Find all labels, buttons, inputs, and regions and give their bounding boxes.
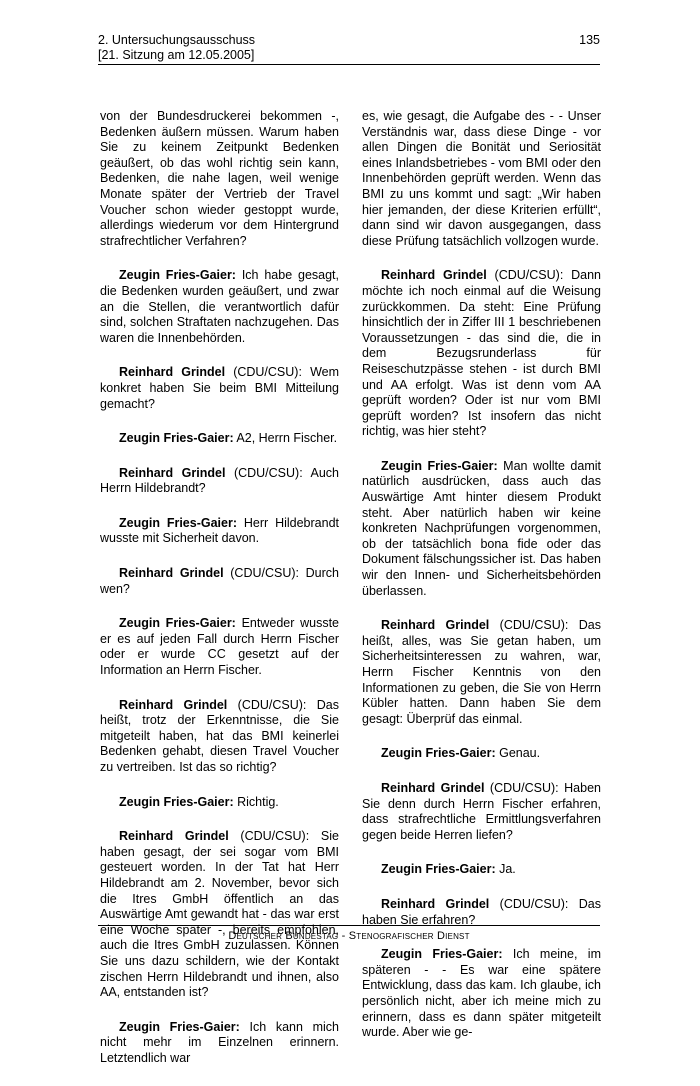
- transcript-paragraph: [100, 795, 339, 811]
- transcript-paragraph: [100, 616, 339, 678]
- paragraph-text: Das heißt, alles, was Sie getan haben, um Sicherheitsinteressen zu wahren, war, Herrn Fischer Kenntnis von den Informationen zu geben, die Sie von Herrn Kübler hatten. Dann haben Sie dem gesagt: Überprüf das einmal.: [362, 618, 601, 726]
- transcript-paragraph: [362, 109, 601, 249]
- transcript-paragraph: [100, 516, 339, 547]
- paragraph-text: Haben Sie denn durch Herrn Fischer erfahren, dass strafrechtliche Ermittlungsverfahren gegen beide Herren liefen?: [362, 780, 601, 842]
- speaker-name: Zeugin Fries-Gaier:: [119, 1019, 240, 1034]
- speaker-party: (CDU/CSU):: [489, 780, 559, 795]
- paragraph-text: Ja.: [499, 862, 516, 877]
- paragraph-text: es, wie gesagt, die Aufgabe des - - Unser Verständnis war, dass diese Dinge - vor allen Dingen die Bonität und Seriosität eines Inlandsbetriebes - vom BMI oder den Innenbehörden geprüft werden. Wenn das BMI zu uns kommt und sagt: „Wir haben hier jemanden, der diese Kriterien erfüllt“, dann sind wir davon ausgegangen, dass diese Prüfung tatsächlich vollzogen wurde.: [362, 109, 601, 248]
- speaker-name: Reinhard Grindel: [119, 829, 229, 844]
- speaker-name: Reinhard Grindel: [119, 365, 226, 380]
- session-info: [21. Sitzung am 12.05.2005]: [98, 48, 255, 62]
- transcript-paragraph: [362, 746, 601, 762]
- paragraph-text: Ich kann mich nicht mehr im Einzelnen erinnern. Letztendlich war: [100, 1019, 339, 1065]
- speaker-name: Zeugin Fries-Gaier:: [119, 794, 234, 809]
- right-column: [362, 109, 601, 1060]
- paragraph-text: Auch Herrn Hildebrandt?: [100, 465, 339, 496]
- header-title: [98, 33, 255, 63]
- speaker-party: (CDU/CSU):: [240, 829, 310, 844]
- transcript-paragraph: [362, 897, 601, 928]
- transcript-paragraph: [362, 268, 601, 440]
- paragraph-text: Entweder wusste er es auf jeden Fall durch Herrn Fischer oder er wurde CC gesetzt auf der Information an Herrn Fischer.: [100, 616, 340, 678]
- transcript-paragraph: [100, 566, 339, 597]
- speaker-name: Zeugin Fries-Gaier:: [381, 947, 503, 962]
- paragraph-text: Ich habe gesagt, die Bedenken wurden geäußert, und zwar an die Stellen, die verantwortlich dafür sind, solchen Straftaten nachzugehen. Das waren die Innenbehörden.: [100, 268, 339, 345]
- speaker-name: Reinhard Grindel: [381, 780, 485, 795]
- speaker-name: Zeugin Fries-Gaier:: [119, 431, 234, 446]
- speaker-name: Reinhard Grindel: [119, 566, 224, 581]
- speaker-name: Zeugin Fries-Gaier:: [381, 746, 496, 761]
- page-header: [98, 32, 600, 65]
- page-number: 135: [579, 33, 600, 47]
- transcript-paragraph: [362, 947, 601, 1041]
- paragraph-text: Richtig.: [237, 794, 279, 809]
- committee-name: 2. Untersuchungsausschuss: [98, 33, 256, 47]
- speaker-name: Reinhard Grindel: [119, 697, 228, 712]
- speaker-name: Reinhard Grindel: [381, 618, 490, 633]
- transcript-paragraph: [100, 466, 339, 497]
- transcript-paragraph: [100, 431, 339, 447]
- speaker-party: (CDU/CSU):: [230, 566, 299, 581]
- transcript-paragraph: [362, 459, 601, 599]
- speaker-name: Reinhard Grindel: [381, 268, 487, 283]
- paragraph-text: Herr Hildebrandt wusste mit Sicherheit davon.: [100, 515, 339, 546]
- paragraph-text: Sie haben gesagt, der sei sogar vom BMI gesteuert worden. In der Tat hat Herr Hildebrandt am 2. November, bevor sich die Itres GmbH öffentlich an das Auswärtige Amt gewandt hat - das war erst eine Woche später -, bereits empfohlen, auch die Itres GmbH zuzulassen. Können Sie uns dazu schildern, wie der Kontakt zischen Herrn Hildebrandt und ihnen, also AA, entstanden ist?: [100, 829, 339, 1000]
- footer-text: Deutscher Bundestag - Stenografischer Dienst: [228, 930, 470, 942]
- transcript-paragraph: [362, 618, 601, 727]
- speaker-party: (CDU/CSU):: [233, 465, 303, 480]
- paragraph-text: Das haben Sie erfahren?: [362, 896, 601, 927]
- speaker-party: (CDU/CSU):: [494, 268, 564, 283]
- speaker-name: Zeugin Fries-Gaier:: [381, 862, 496, 877]
- paragraph-text: Genau.: [499, 746, 541, 761]
- paragraph-text: Durch wen?: [100, 566, 339, 596]
- speaker-name: Reinhard Grindel: [119, 465, 226, 480]
- paragraph-text: Man wollte damit natürlich ausdrücken, dass auch das Auswärtige Amt hinter diesem Produkt steht. Aber natürlich haben wir keine konkreten Nachprüfungen vorgenommen, ob der tatsächlich bona fide oder das Dokument fälschungssicher ist. Das haben wir den Innen- und Sicherheitsbehörden überlassen.: [362, 458, 601, 598]
- paragraph-text: Ich meine, im späteren - - Es war eine spätere Entwicklung, dass das kam. Ich glaube, ich persönlich nicht, aber ich meine mich zu erinnern, dass es dann später mitgeteilt wurde. Aber wie ge-: [362, 947, 601, 1040]
- page-footer: [98, 925, 600, 942]
- transcript-paragraph: [100, 109, 339, 249]
- speaker-name: Zeugin Fries-Gaier:: [381, 458, 498, 473]
- speaker-party: (CDU/CSU):: [499, 618, 569, 633]
- speaker-party: (CDU/CSU):: [499, 896, 569, 911]
- transcript-paragraph: [100, 268, 339, 346]
- speaker-name: Zeugin Fries-Gaier:: [119, 515, 238, 530]
- paragraph-text: A2, Herrn Fischer.: [236, 431, 338, 446]
- transcript-paragraph: [100, 1020, 339, 1067]
- paragraph-text: Dann möchte ich noch einmal auf die Weisung zurückkommen. Da steht: Eine Prüfung hinsichtlich der in Ziffer III 1 beschriebenen Voraussetzungen - das sind die, die in dem Bezugsrunderlass für Reiseschutzpässe stehen - ist durch BMI und AA erfolgt. Was ist denn vom AA geprüft worden? Oder ist nur vom BMI geprüft worden? Ist insofern das nicht richtig, was hier steht?: [362, 268, 601, 439]
- transcript-paragraph: [100, 829, 339, 1001]
- speaker-name: Zeugin Fries-Gaier:: [119, 268, 236, 283]
- transcript-paragraph: [100, 365, 339, 412]
- transcript-paragraph: [362, 781, 601, 843]
- paragraph-text: Wem konkret haben Sie beim BMI Mitteilung gemacht?: [100, 365, 339, 411]
- speaker-party: (CDU/CSU):: [233, 365, 302, 380]
- speaker-party: (CDU/CSU):: [237, 697, 307, 712]
- transcript-paragraph: [362, 862, 601, 878]
- speaker-name: Reinhard Grindel: [381, 896, 490, 911]
- transcript-paragraph: [100, 698, 339, 776]
- paragraph-text: von der Bundesdruckerei bekommen -, Bedenken äußern müssen. Warum haben Sie zu keinem Zeitpunkt Bedenken geäußert, ob das wohl richtig sein kann, Bedenken, die nahe lagen, weil wenige Monate später der Vertrieb der Travel Voucher schon wieder gestoppt wurde, allerdings wiederum vor dem Hintergrund strafrechtlicher Verfahren?: [100, 109, 339, 248]
- paragraph-text: Das heißt, trotz der Erkenntnisse, die Sie mitgeteilt haben, hat das BMI keinerlei Bedenken gehabt, diesen Travel Voucher zu vertreiben. Ist das so richtig?: [100, 697, 339, 774]
- speaker-name: Zeugin Fries-Gaier:: [119, 616, 236, 631]
